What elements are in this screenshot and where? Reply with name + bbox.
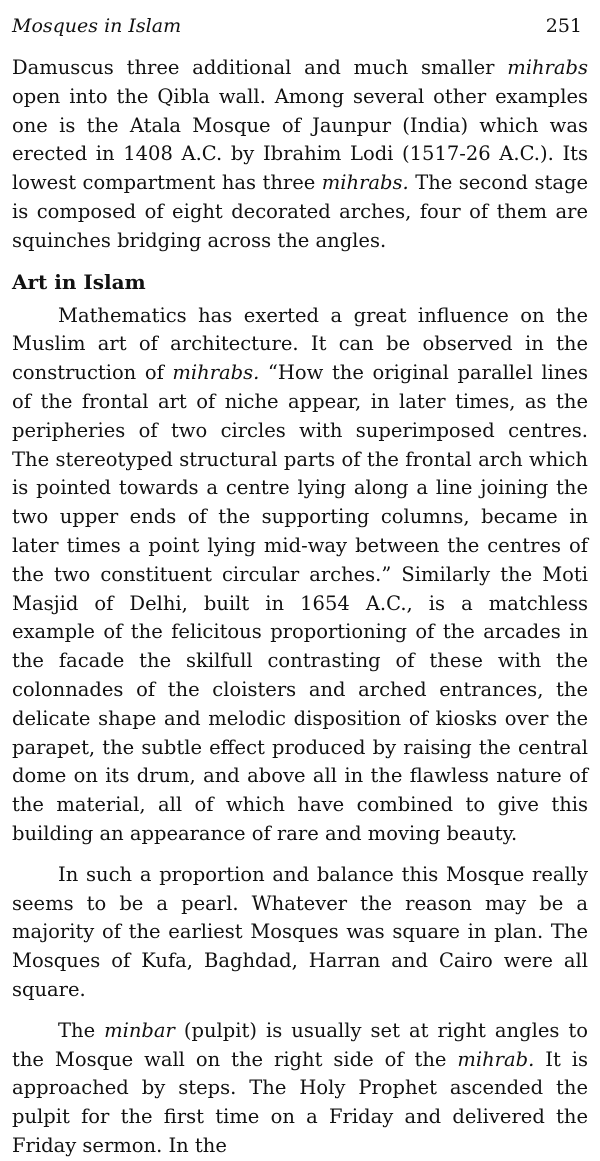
paragraph-1 [12, 54, 588, 256]
text-run: “How the original parallel lines of the frontal art of niche appear, in later times, as the peripheries of two circles with superimposed centres. The stereotyped structural parts of the frontal arch which is pointed towards a centre lying along a line joining the two upper ends of the supporting columns, became in later times a point lying mid-way between the centres of the two constituent circular arches.” Similarly the Moti Masjid of Delhi, built in 1654 A.C., is a matchless example of the felicitous proportioning of the arcades in the facade the skilfull contrasting of these with the colonnades of the cloisters and arched entrances, the delicate shape and melodic disposition of kiosks over the parapet, the subtle effect produced by raising the central dome on its drum, and above all in the flawless nature of the material, all of which have combined to give this building an appearance of rare and moving beauty. [12, 361, 589, 845]
paragraph-2 [12, 302, 588, 849]
text-run: Mathematics has exerted a great influence on the Muslim art of architecture. It can be observed in the construction of [12, 303, 588, 385]
italic-term: mihrabs [507, 56, 588, 79]
book-page [12, 14, 588, 1161]
running-title: Mosques in Islam [12, 15, 182, 37]
text-run: (pulpit) is usually set at right angles to the Mosque wall on the right side of the [12, 1018, 588, 1071]
page-number: 251 [545, 15, 582, 37]
italic-term: mihrabs. [172, 361, 260, 385]
italic-term: mihrabs. [321, 171, 409, 195]
section-heading: Art in Islam [12, 269, 146, 294]
italic-term: mihrab. [457, 1047, 535, 1071]
paragraph-4 [12, 1017, 588, 1161]
paragraph-3: In such a proportion and balance this Mosque really seems to be a pearl. Whatever the reason may be a majority of the earliest Mosques was square in plan. The Mosques of Kufa, Baghdad, Harran and Cairo were all square. [12, 862, 588, 1001]
italic-term: minbar [104, 1018, 175, 1042]
text-run: The [58, 1018, 105, 1042]
page-header [12, 14, 588, 38]
text-run: It is approached by steps. The Holy Prophet ascended the pulpit for the first time on a Friday and delivered the Friday sermon. In the [12, 1047, 588, 1157]
text-run: open into the Qibla wall. Among several other examples one is the Atala Mosque of Jaunpur (India) which was erected in 1408 A.C. by Ibrahim Lodi (1517-26 A.C.). Its lowest compartment has three [12, 84, 588, 195]
text-run: Damuscus three additional and much smaller [12, 56, 508, 79]
text-run: The second stage is composed of eight decorated arches, four of them are squinches bridging across the angles. [12, 171, 588, 252]
